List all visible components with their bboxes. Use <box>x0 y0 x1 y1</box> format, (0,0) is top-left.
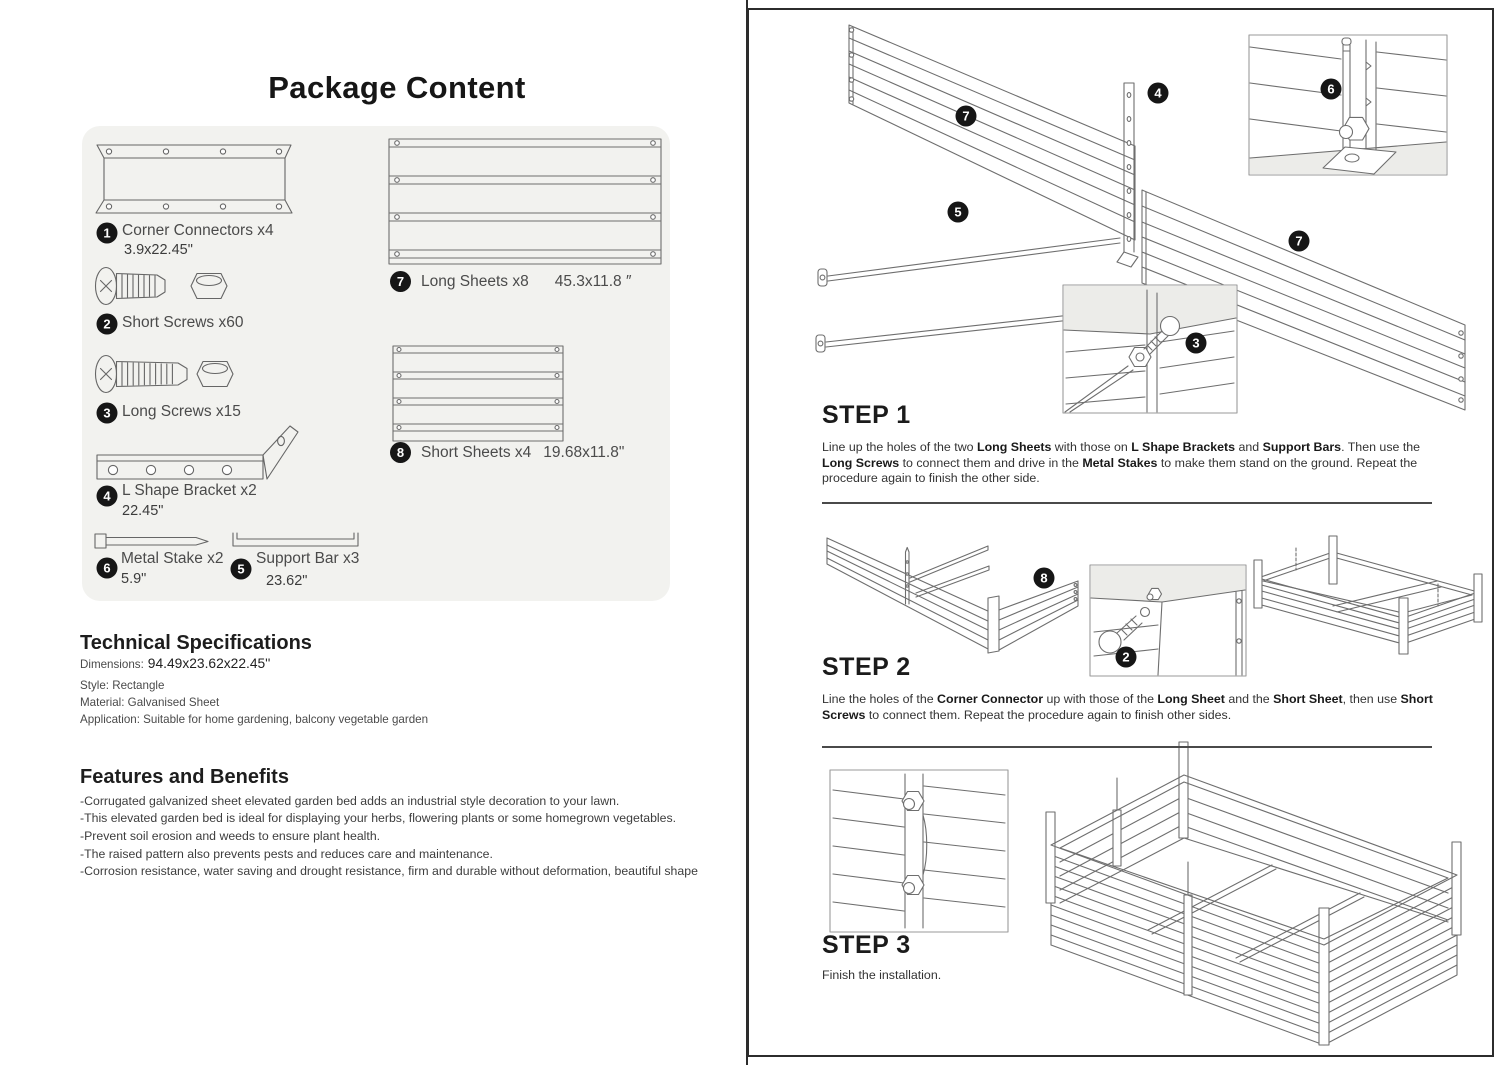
callout-badge-5: 5 <box>948 202 969 223</box>
right-page-border <box>747 8 1494 1057</box>
feature-item-4: -The raised pattern also prevents pests and reduces care and maintenance. <box>80 847 493 861</box>
feature-item-5: -Corrosion resistance, water saving and drought resistance, firm and durable without deformation, beautiful shape <box>80 864 698 878</box>
divider-step2 <box>822 746 1432 748</box>
spec-dimensions <box>80 656 270 671</box>
part-label-4: L Shape Bracket x2 <box>122 482 257 499</box>
spec-style: Style: Rectangle <box>80 679 165 692</box>
part-badge-4: 4 <box>97 486 118 507</box>
callout-badge-3: 3 <box>1186 333 1207 354</box>
part-label-3: Long Screws x15 <box>122 403 241 420</box>
step-3-title: STEP 3 <box>822 931 911 959</box>
feature-item-3: -Prevent soil erosion and weeds to ensure plant health. <box>80 829 381 843</box>
long-sheet-drawing <box>389 139 661 264</box>
part-dim-1: 3.9x22.45" <box>124 242 193 258</box>
l-bracket-drawing <box>97 426 298 479</box>
part-dim-7: 45.3x11.8 ″ <box>554 272 632 290</box>
page-title: Package Content <box>268 70 526 105</box>
spec-material: Material: Galvanised Sheet <box>80 696 220 709</box>
feature-item-2: -This elevated garden bed is ideal for displaying your herbs, flowering plants or some homegrown vegetables. <box>80 811 677 825</box>
callout-badge-7b: 7 <box>1289 231 1310 252</box>
metal-stake-drawing <box>95 534 208 548</box>
step-2-title: STEP 2 <box>822 653 911 681</box>
part-label-8: Short Sheets x4 <box>421 443 532 461</box>
part-dim-4: 22.45" <box>122 503 164 519</box>
support-bar-drawing <box>233 533 358 546</box>
step-1-title: STEP 1 <box>822 401 911 429</box>
divider-step1 <box>822 502 1432 504</box>
long-screw-drawing <box>96 356 234 393</box>
feature-item-1: -Corrugated galvanized sheet elevated garden bed adds an industrial style decoration to your lawn. <box>80 794 620 808</box>
part-badge-3: 3 <box>97 403 118 424</box>
tech-specs-heading: Technical Specifications <box>80 632 312 654</box>
part-row-7 <box>390 271 631 292</box>
step-3-body: Finish the installation. <box>822 968 942 982</box>
step-2-body: Line the holes of the Corner Connector up with those of the Long Sheet and the Short Sheet, then use Short Screws to connect them. Repeat the procedure again to finish other sides. <box>822 692 1433 722</box>
features-heading: Features and Benefits <box>80 766 289 788</box>
callout-badge-6: 6 <box>1321 79 1342 100</box>
callout-badge-4: 4 <box>1148 83 1169 104</box>
part-dim-5: 23.62" <box>266 573 308 589</box>
part-label-2: Short Screws x60 <box>122 314 244 331</box>
part-dim-8: 19.68x11.8" <box>543 443 625 461</box>
short-screw-drawing <box>96 268 228 305</box>
part-badge-8: 8 <box>390 442 411 463</box>
short-sheet-drawing <box>393 346 563 441</box>
part-badge-1: 1 <box>97 223 118 244</box>
part-badge-2: 2 <box>97 314 118 335</box>
callout-badge-7a: 7 <box>956 106 977 127</box>
corner-connector-drawing <box>96 145 292 213</box>
part-row-8 <box>390 442 624 463</box>
callout-badge-2: 2 <box>1116 647 1137 668</box>
part-badge-6: 6 <box>97 558 118 579</box>
step-1-body: Line up the holes of the two Long Sheets with those on L Shape Brackets and Support Bars. Then use the Long Screws to connect them and drive in the Metal Stakes to make them stand on the ground. Repeat the procedure again to finish the other side. <box>822 440 1421 486</box>
spec-dimensions-label: Dimensions: <box>80 658 144 671</box>
spec-dimensions-value: 94.49x23.62x22.45'' <box>147 656 271 671</box>
part-label-5: Support Bar x3 <box>256 550 360 567</box>
part-label-1: Corner Connectors x4 <box>122 222 274 239</box>
callout-badge-8: 8 <box>1034 568 1055 589</box>
part-label-7: Long Sheets x8 <box>421 272 529 290</box>
part-dim-6: 5.9" <box>121 571 147 587</box>
part-badge-5: 5 <box>231 559 252 580</box>
part-badge-7: 7 <box>390 271 411 292</box>
spec-application: Application: Suitable for home gardening, balcony vegetable garden <box>80 713 429 726</box>
part-label-6: Metal Stake x2 <box>121 550 224 567</box>
